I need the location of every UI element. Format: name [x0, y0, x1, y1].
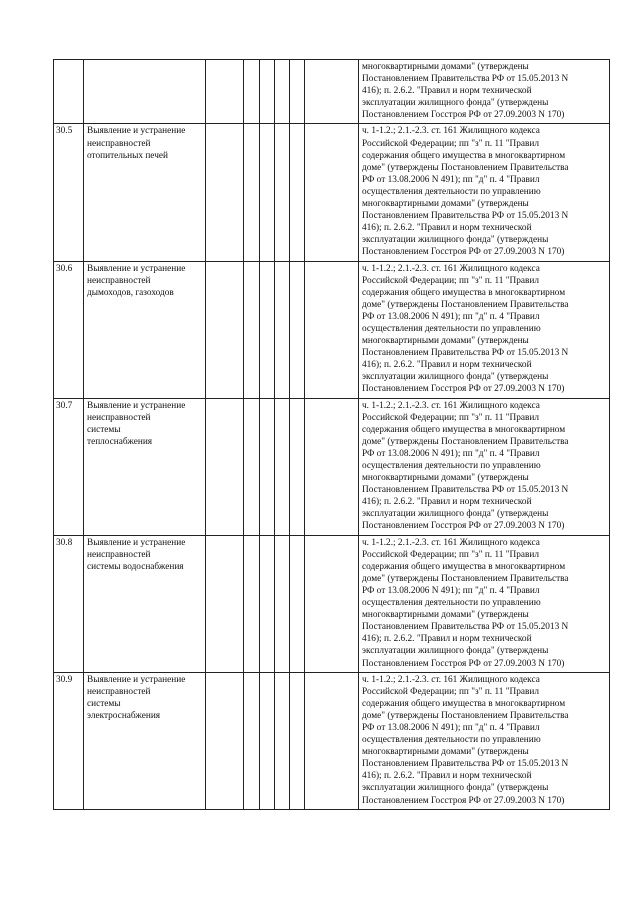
legal-basis-line: РФ от 13.08.2006 N 491); пп "д" п. 4 "Правил: [362, 585, 540, 596]
empty-cell: [275, 60, 290, 124]
empty-cell: [290, 124, 305, 261]
empty-cell: [275, 124, 290, 261]
legal-basis-cell: [359, 124, 610, 261]
item-title-line: системы: [87, 698, 121, 709]
empty-cell: [244, 398, 260, 535]
legal-basis-line: доме" (утверждены Постановлением Правительства: [362, 710, 569, 721]
legal-basis-line: многоквартирными домами" (утверждены: [362, 62, 529, 72]
item-title-line: Выявление и устранение: [87, 537, 186, 548]
item-title-line: Выявление и устранение: [87, 400, 186, 411]
table-row: [54, 261, 610, 398]
item-title-line: Выявление и устранение: [87, 126, 186, 137]
item-title-line: неисправностей: [87, 138, 151, 149]
legal-basis-line: доме" (утверждены Постановлением Правительства: [362, 162, 569, 173]
legal-basis-line: РФ от 13.08.2006 N 491); пп "д" п. 4 "Правил: [362, 448, 540, 459]
empty-cell: [206, 60, 244, 124]
legal-basis-cell: [359, 672, 610, 809]
legal-basis-line: 416); п. 2.6.2. "Правил и норм технической: [362, 360, 532, 371]
legal-basis-line: эксплуатации жилищного фонда" (утверждены: [362, 783, 549, 794]
table-row: [54, 124, 610, 261]
empty-cell: [260, 672, 275, 809]
item-title-line: Выявление и устранение: [87, 263, 186, 274]
legal-basis-line: Российской Федерации; пп "з" п. 11 "Правил: [362, 275, 540, 286]
legal-basis-line: Постановлением Госстроя РФ от 27.09.2003 N 170): [362, 110, 565, 121]
legal-basis-line: доме" (утверждены Постановлением Правительства: [362, 573, 569, 584]
table-body: [54, 60, 610, 810]
table-row: [54, 672, 610, 809]
legal-basis-line: доме" (утверждены Постановлением Правительства: [362, 299, 569, 310]
legal-basis-line: Постановлением Правительства РФ от 15.05.2013 N: [362, 485, 569, 496]
legal-basis-cell: [359, 535, 610, 672]
item-title-line: теплоснабжения: [87, 436, 153, 447]
item-title-cell: [84, 261, 206, 398]
item-title-line: неисправностей: [87, 275, 151, 286]
empty-cell: [244, 261, 260, 398]
legal-basis-line: Российской Федерации; пп "з" п. 11 "Правил: [362, 686, 540, 697]
legal-basis-line: Постановлением Правительства РФ от 15.05.2013 N: [362, 74, 569, 85]
item-number-cell: [54, 60, 84, 124]
legal-basis-line: содержания общего имущества в многоквартирном: [362, 150, 566, 161]
item-number-cell: 30.9: [54, 672, 84, 809]
empty-cell: [275, 261, 290, 398]
empty-cell: [305, 60, 359, 124]
item-number-cell: 30.8: [54, 535, 84, 672]
empty-cell: [290, 672, 305, 809]
item-title-line: дымоходов, газоходов: [87, 287, 174, 298]
empty-cell: [244, 535, 260, 672]
legal-basis-line: 416); п. 2.6.2. "Правил и норм технической: [362, 634, 532, 645]
item-title-cell: [84, 60, 206, 124]
legal-basis-line: эксплуатации жилищного фонда" (утверждены: [362, 235, 549, 246]
legal-basis-line: Постановлением Госстроя РФ от 27.09.2003 N 170): [362, 795, 565, 806]
legal-basis-line: Постановлением Госстроя РФ от 27.09.2003 N 170): [362, 521, 565, 532]
item-title-line: электроснабжения: [87, 710, 161, 721]
legal-basis-line: осуществления деятельности по управлению: [362, 598, 541, 609]
item-title-line: системы: [87, 424, 121, 435]
legal-basis-line: ч. 1-1.2.; 2.1.-2.3. ст. 161 Жилищного кодекса: [362, 400, 540, 411]
legal-basis-line: эксплуатации жилищного фонда" (утверждены: [362, 509, 549, 520]
legal-basis-cell: [359, 261, 610, 398]
empty-cell: [260, 398, 275, 535]
legal-basis-line: осуществления деятельности по управлению: [362, 186, 541, 197]
empty-cell: [305, 261, 359, 398]
legal-basis-line: эксплуатации жилищного фонда" (утверждены: [362, 372, 549, 383]
legal-basis-line: Постановлением Правительства РФ от 15.05.2013 N: [362, 622, 569, 633]
item-number-cell: 30.5: [54, 124, 84, 261]
empty-cell: [290, 261, 305, 398]
legal-basis-line: многоквартирными домами" (утверждены: [362, 336, 529, 347]
legal-basis-line: Российской Федерации; пп "з" п. 11 "Правил: [362, 412, 540, 423]
legal-basis-line: 416); п. 2.6.2. "Правил и норм технической: [362, 771, 532, 782]
legal-basis-line: Постановлением Госстроя РФ от 27.09.2003 N 170): [362, 658, 565, 669]
legal-basis-line: осуществления деятельности по управлению: [362, 735, 541, 746]
legal-basis-line: РФ от 13.08.2006 N 491); пп "д" п. 4 "Правил: [362, 311, 540, 322]
legal-basis-line: содержания общего имущества в многоквартирном: [362, 561, 566, 572]
legal-basis-line: содержания общего имущества в многоквартирном: [362, 424, 566, 435]
legal-basis-line: 416); п. 2.6.2. "Правил и норм технической: [362, 86, 532, 97]
empty-cell: [244, 124, 260, 261]
item-title-line: неисправностей: [87, 549, 151, 560]
legal-basis-line: 416); п. 2.6.2. "Правил и норм технической: [362, 497, 532, 508]
item-title-line: неисправностей: [87, 412, 151, 423]
empty-cell: [275, 398, 290, 535]
item-title-cell: [84, 535, 206, 672]
legal-basis-line: осуществления деятельности по управлению: [362, 461, 541, 471]
legal-basis-line: содержания общего имущества в многоквартирном: [362, 698, 566, 709]
legal-basis-line: 416); п. 2.6.2. "Правил и норм технической: [362, 223, 532, 234]
empty-cell: [206, 672, 244, 809]
legal-basis-line: осуществления деятельности по управлению: [362, 323, 541, 334]
legal-basis-line: многоквартирными домами" (утверждены: [362, 610, 529, 621]
empty-cell: [305, 672, 359, 809]
empty-cell: [305, 398, 359, 535]
legal-basis-line: содержания общего имущества в многоквартирном: [362, 287, 566, 298]
empty-cell: [206, 261, 244, 398]
legal-basis-line: Российской Федерации; пп "з" п. 11 "Правил: [362, 549, 540, 560]
empty-cell: [260, 124, 275, 261]
table-row: [54, 535, 610, 672]
legal-basis-line: ч. 1-1.2.; 2.1.-2.3. ст. 161 Жилищного кодекса: [362, 263, 540, 274]
item-title-cell: [84, 398, 206, 535]
legal-basis-line: РФ от 13.08.2006 N 491); пп "д" п. 4 "Правил: [362, 722, 540, 733]
empty-cell: [244, 60, 260, 124]
legal-basis-line: многоквартирными домами" (утверждены: [362, 473, 529, 484]
item-title-cell: [84, 124, 206, 261]
legal-basis-line: Постановлением Госстроя РФ от 27.09.2003 N 170): [362, 247, 565, 258]
legal-basis-line: РФ от 13.08.2006 N 491); пп "д" п. 4 "Правил: [362, 174, 540, 185]
empty-cell: [290, 60, 305, 124]
empty-cell: [275, 672, 290, 809]
empty-cell: [260, 261, 275, 398]
empty-cell: [206, 398, 244, 535]
item-title-line: Выявление и устранение: [87, 674, 186, 685]
requirements-table: [53, 59, 610, 810]
legal-basis-line: Российской Федерации; пп "з" п. 11 "Правил: [362, 138, 540, 149]
item-title-line: системы водоснабжения: [87, 561, 184, 572]
empty-cell: [206, 535, 244, 672]
empty-cell: [206, 124, 244, 261]
empty-cell: [305, 535, 359, 672]
item-title-line: отопительных печей: [87, 150, 168, 161]
table-row: [54, 398, 610, 535]
table-row: [54, 60, 610, 124]
legal-basis-line: ч. 1-1.2.; 2.1.-2.3. ст. 161 Жилищного кодекса: [362, 126, 540, 137]
legal-basis-cell: [359, 60, 610, 124]
item-title-cell: [84, 672, 206, 809]
empty-cell: [275, 535, 290, 672]
legal-basis-line: Постановлением Правительства РФ от 15.05.2013 N: [362, 211, 569, 222]
empty-cell: [260, 60, 275, 124]
legal-basis-line: доме" (утверждены Постановлением Правительства: [362, 436, 569, 447]
item-number-cell: 30.6: [54, 261, 84, 398]
empty-cell: [290, 398, 305, 535]
legal-basis-line: эксплуатации жилищного фонда" (утверждены: [362, 646, 549, 657]
legal-basis-line: многоквартирными домами" (утверждены: [362, 199, 529, 210]
legal-basis-line: Постановлением Правительства РФ от 15.05.2013 N: [362, 759, 569, 770]
legal-basis-line: многоквартирными домами" (утверждены: [362, 747, 529, 758]
legal-basis-cell: [359, 398, 610, 535]
empty-cell: [290, 535, 305, 672]
empty-cell: [305, 124, 359, 261]
empty-cell: [260, 535, 275, 672]
legal-basis-line: ч. 1-1.2.; 2.1.-2.3. ст. 161 Жилищного кодекса: [362, 674, 540, 685]
legal-basis-line: эксплуатации жилищного фонда" (утверждены: [362, 98, 549, 109]
item-title-line: неисправностей: [87, 686, 151, 697]
legal-basis-line: Постановлением Госстроя РФ от 27.09.2003 N 170): [362, 384, 565, 395]
legal-basis-line: ч. 1-1.2.; 2.1.-2.3. ст. 161 Жилищного кодекса: [362, 537, 540, 548]
empty-cell: [244, 672, 260, 809]
legal-basis-line: Постановлением Правительства РФ от 15.05.2013 N: [362, 348, 569, 359]
item-number-cell: 30.7: [54, 398, 84, 535]
